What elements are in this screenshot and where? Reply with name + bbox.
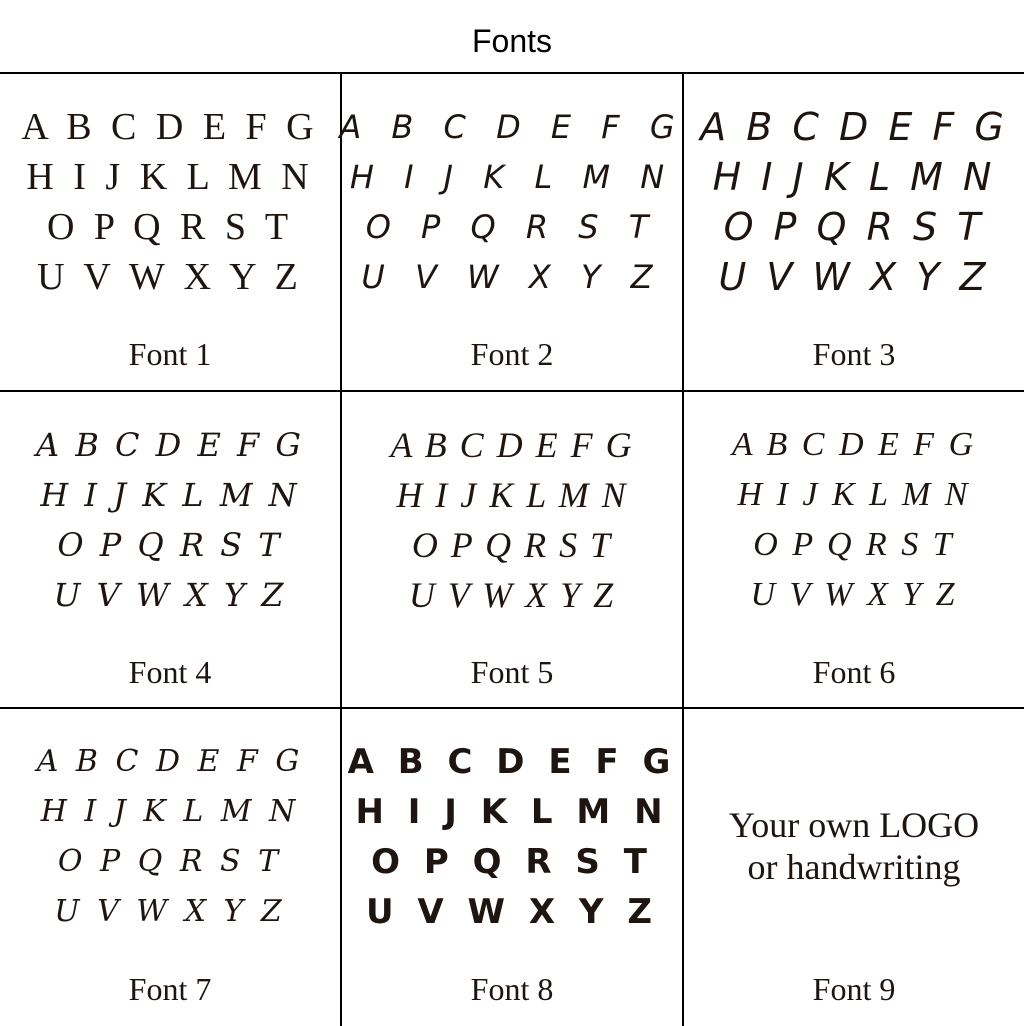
font-4-sample: [0, 420, 340, 630]
font-3-sample: [684, 102, 1024, 312]
alphabet-row: A B C D E F G: [347, 742, 677, 782]
alphabet-row: U V W X Y Z: [37, 256, 303, 298]
font-option-6[interactable]: [684, 392, 1024, 708]
alphabet-row: A B C D E F G: [339, 108, 685, 146]
alphabet-row: O P Q R S T: [57, 844, 283, 879]
alphabet-row: A B C D E F G: [36, 426, 304, 464]
alphabet-row: U V W X Y Z: [365, 892, 659, 932]
alphabet-row: O P Q R S T: [365, 208, 659, 246]
alphabet-row: O P Q R S T: [411, 525, 613, 565]
alphabet-row: H I J K L M N: [737, 476, 971, 513]
alphabet-row: O P Q R S T: [723, 205, 985, 249]
font-8-sample: [342, 737, 682, 947]
font-option-7[interactable]: [0, 709, 340, 1025]
alphabet-row: H I J K L M N: [396, 475, 628, 515]
font-label: Font 5: [470, 654, 554, 690]
font-option-3[interactable]: [684, 74, 1024, 390]
alphabet-row: A B C D E F G: [731, 426, 977, 463]
alphabet-row: U V W X Y Z: [408, 575, 616, 615]
font-2-sample: [339, 102, 685, 312]
font-label: Font 8: [470, 971, 554, 1007]
alphabet-row: A B C D E F G: [700, 105, 1008, 149]
font-1-sample: [0, 102, 340, 312]
custom-text-line: or handwriting: [747, 847, 961, 887]
font-option-4[interactable]: [0, 392, 340, 708]
alphabet-row: O P Q R S T: [46, 206, 294, 248]
alphabet-row: U V W X Y Z: [750, 576, 958, 613]
font-option-1[interactable]: [0, 74, 340, 390]
alphabet-row: H I J K L M N: [712, 155, 996, 199]
font-option-5[interactable]: [342, 392, 682, 708]
alphabet-row: H I J K L M N: [349, 158, 675, 196]
alphabet-row: U V W X Y Z: [53, 576, 287, 614]
alphabet-row: U V W X Y Z: [361, 258, 663, 296]
alphabet-row: O P Q R S T: [753, 526, 955, 563]
font-label: Font 2: [470, 336, 554, 372]
font-option-8[interactable]: [342, 709, 682, 1025]
font-label: Font 7: [128, 971, 212, 1007]
font-label: Font 3: [812, 336, 896, 372]
font-label: Font 1: [128, 336, 212, 372]
alphabet-row: U V W X Y Z: [54, 894, 286, 929]
alphabet-row: H I J K L M N: [40, 476, 300, 514]
alphabet-row: H I J K L M N: [40, 794, 300, 829]
alphabet-row: O P Q R S T: [371, 842, 653, 882]
custom-text-line: Your own LOGO: [728, 805, 980, 845]
alphabet-row: A B C D E F G: [390, 425, 634, 465]
custom-logo-text: [684, 804, 1024, 888]
font-6-sample: [684, 420, 1024, 630]
font-7-sample: [0, 737, 340, 947]
font-label: Font 4: [128, 654, 212, 690]
alphabet-row: A B C D E F G: [21, 106, 319, 148]
font-option-2[interactable]: [339, 74, 685, 390]
font-5-sample: [342, 420, 682, 630]
font-grid: [0, 72, 1024, 1024]
alphabet-row: O P Q R S T: [57, 526, 283, 564]
font-label: Font 9: [812, 971, 896, 1007]
page-title: Fonts: [471, 23, 553, 59]
font-option-9[interactable]: [684, 709, 1024, 1025]
alphabet-row: A B C D E F G: [36, 744, 304, 779]
alphabet-row: U V W X Y Z: [718, 255, 990, 299]
alphabet-row: H I J K L M N: [26, 156, 314, 198]
font-label: Font 6: [812, 654, 896, 690]
alphabet-row: H I J K L M N: [355, 792, 669, 832]
